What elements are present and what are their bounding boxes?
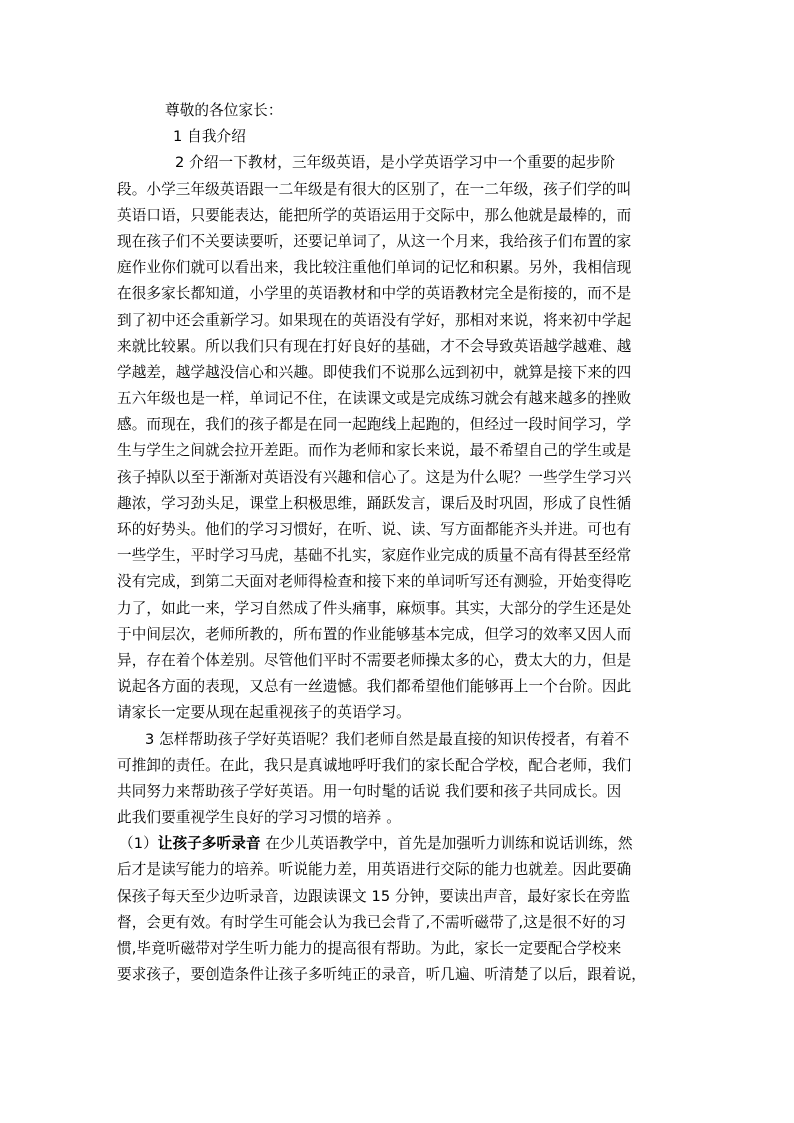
paragraph-line: 五六年级也是一样，单词记不住，在读课文或是完成练习就会有越来越多的挫败 xyxy=(117,390,632,408)
paragraph-line: 到了初中还会重新学习。如果现在的英语没有学好，那相对来说，将来初中学起 xyxy=(117,311,632,329)
greeting: 尊敬的各位家长： xyxy=(165,102,283,119)
paragraph-line: 没有完成，到第二天面对老师得检查和接下来的单词听写还有测验，开始变得吃 xyxy=(117,573,632,591)
paragraph-line: 现在孩子们不关要读要听，还要记单词了，从这一个月来，我给孩子们布置的家 xyxy=(117,232,632,250)
paragraph-line: 来就比较累。所以我们只有现在打好良好的基础，才不会导致英语越学越难、越 xyxy=(117,337,632,355)
paragraph-line: 感。而现在，我们的孩子都是在同一起跑线上起跑的，但经过一段时间学习，学 xyxy=(117,416,632,434)
paragraph-textbook-intro xyxy=(117,150,683,726)
paragraph-line: 异，存在着个体差别。尽管他们平时不需要老师操太多的心，费太大的力，但是 xyxy=(117,651,632,669)
paragraph-line: 环的好势头。他们的学习习惯好，在听、说、读、写方面都能齐头并进。可也有 xyxy=(117,521,632,538)
paragraph-how-to-help xyxy=(117,727,683,832)
paragraph-line: 说起各方面的表现，又总有一丝遗憾。我们都希望他们能够再上一个台阶。因此 xyxy=(117,678,632,696)
paragraph-line: 请家长一定要从现在起重视孩子的英语学习。 xyxy=(117,704,411,722)
paragraph-line: 段。小学三年级英语跟一二年级是有很大的区别了，在一二年级，孩子们学的叫 xyxy=(117,180,632,198)
paragraph-line: 孩子掉队以至于渐渐对英语没有兴趣和信心了。这是为什么呢？一些学生学习兴 xyxy=(117,468,632,486)
paragraph-line: 英语口语，只要能表达，能把所学的英语运用于交际中，那么他就是最棒的，而 xyxy=(117,206,632,224)
paragraph-line: 可推卸的责任。在此，我只是真诚地呼吁我们的家长配合学校，配合老师，我们 xyxy=(117,756,632,774)
bold-heading: 让孩子多听录音 xyxy=(157,835,261,853)
paragraph-line xyxy=(117,831,683,857)
paragraph-text: 在少儿英语教学中，首先是加强听力训练和说话训练，然 xyxy=(260,835,633,853)
paragraph-line: 在很多家长都知道，小学里的英语教材和中学的英语教材完全是衔接的，而不是 xyxy=(117,285,632,303)
paragraph-line: 督，会更有效。有时学生可能会认为我已会背了,不需听磁带了,这是很不好的习 xyxy=(117,913,627,931)
paragraph-line: 生与学生之间就会拉开差距。而作为老师和家长来说，最不希望自己的学生或是 xyxy=(117,442,632,460)
paragraph-line: 后才是读写能力的培养。听说能力差，用英语进行交际的能力也就差。因此要确 xyxy=(117,861,632,879)
paragraph-line: 趣浓，学习劲头足，课堂上积极思维，踊跃发言，课后及时巩固，形成了良性循 xyxy=(117,494,632,512)
paragraph-line: 庭作业你们就可以看出来，我比较注重他们单词的记忆和积累。另外，我相信现 xyxy=(117,259,632,277)
item-self-introduction: 1 自我介绍 xyxy=(173,128,246,146)
document-body xyxy=(117,98,683,988)
paragraph-line: 力了，如此一来，学习自然成了件头痛事，麻烦事。其实，大部分的学生还是处 xyxy=(117,599,632,617)
paragraph-line: 此我们要重视学生良好的学习习惯的培养 。 xyxy=(117,809,401,827)
paragraph-line: 一些学生，平时学习马虎，基础不扎实，家庭作业完成的质量不高有得甚至经常 xyxy=(117,547,632,565)
paragraph-listen-recordings xyxy=(117,831,683,988)
paragraph-line: 学越差，越学越没信心和兴趣。即使我们不说那么远到初中，就算是接下来的四 xyxy=(117,363,632,381)
paragraph-line: 惯,毕竟听磁带对学生听力能力的提高很有帮助。为此，家长一定要配合学校来 xyxy=(117,940,622,957)
paragraph-line: 2 介绍一下教材，三年级英语，是小学英语学习中一个重要的起步阶 xyxy=(175,154,616,172)
paragraph-line: 共同努力来帮助孩子学好英语。用一句时髦的话说 我们要和孩子共同成长。因 xyxy=(117,782,622,800)
paragraph-line: 保孩子每天至少边听录音，边跟读课文 15 分钟，要读出声音，最好家长在旁监 xyxy=(117,887,631,905)
paragraph-line: 于中间层次，老师所教的，所布置的作业能够基本完成，但学习的效率又因人而 xyxy=(117,625,632,643)
item-number: （1） xyxy=(119,835,158,853)
paragraph-line: 3 怎样帮助孩子学好英语呢？我们老师自然是最直接的知识传授者，有着不 xyxy=(145,730,630,748)
paragraph-line: 要求孩子，要创造条件让孩子多听纯正的录音，听几遍、听清楚了以后，跟着说， xyxy=(117,966,646,984)
